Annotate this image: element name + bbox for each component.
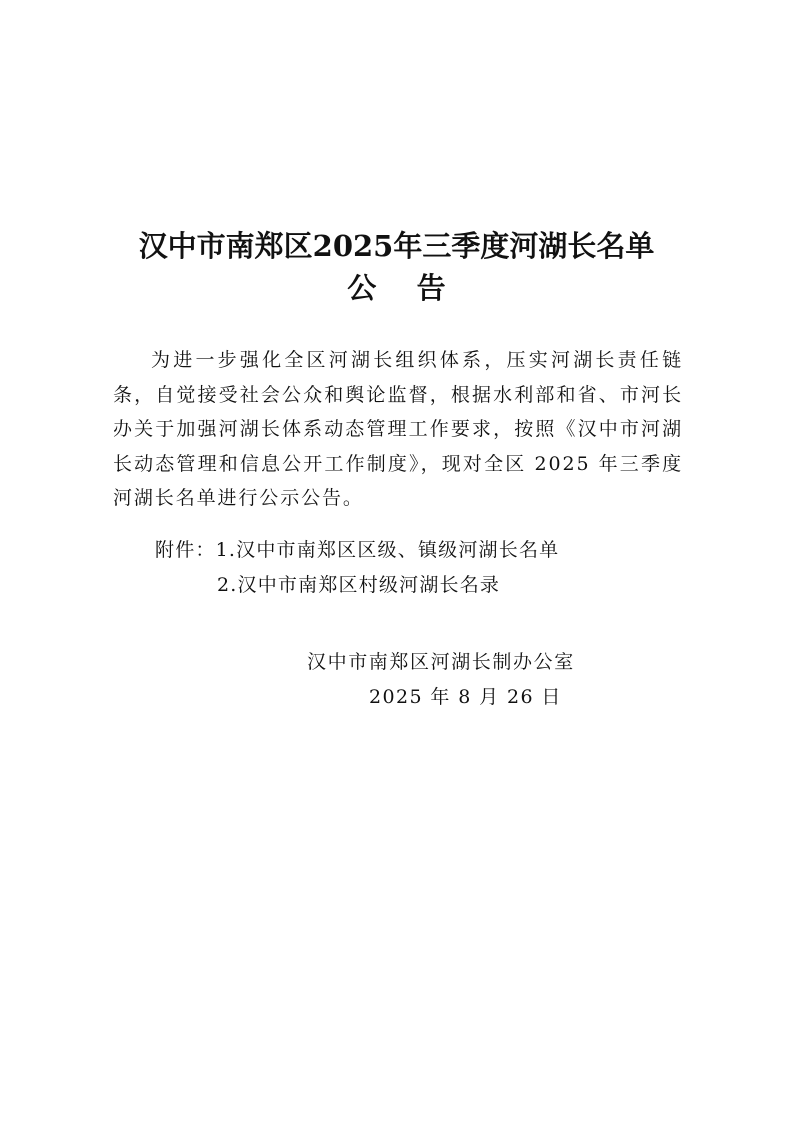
issue-date: 2025 年 8 月 26 日 <box>369 686 562 708</box>
attachments <box>155 533 559 602</box>
attachments-label: 附件： <box>155 539 216 561</box>
attachment-2: 2.汉中市南郑区村级河湖长名录 <box>217 573 501 596</box>
attachment-1: 1.汉中市南郑区区级、镇级河湖长名单 <box>215 539 560 561</box>
issuer: 汉中市南郑区河湖长制办公室 <box>307 651 575 673</box>
attachment-row-2 <box>155 568 559 603</box>
body-paragraph: 为进一步强化全区河湖长组织体系，压实河湖长责任链条，自觉接受社会公众和舆论监督，根据水利部和省、市河长办关于加强河湖长体系动态管理工作要求，按照《汉中市河湖长动态管理和信息公开工作制度》，现对全区 2025 年三季度河湖长名单进行公示公告。 <box>113 349 683 509</box>
document-subtitle: 公 告 <box>347 271 446 305</box>
document-title: 汉中市南郑区2025年三季度河湖长名单 <box>138 229 655 263</box>
title-block <box>0 226 793 308</box>
attachment-row-1 <box>155 533 559 568</box>
body-section <box>113 343 683 516</box>
